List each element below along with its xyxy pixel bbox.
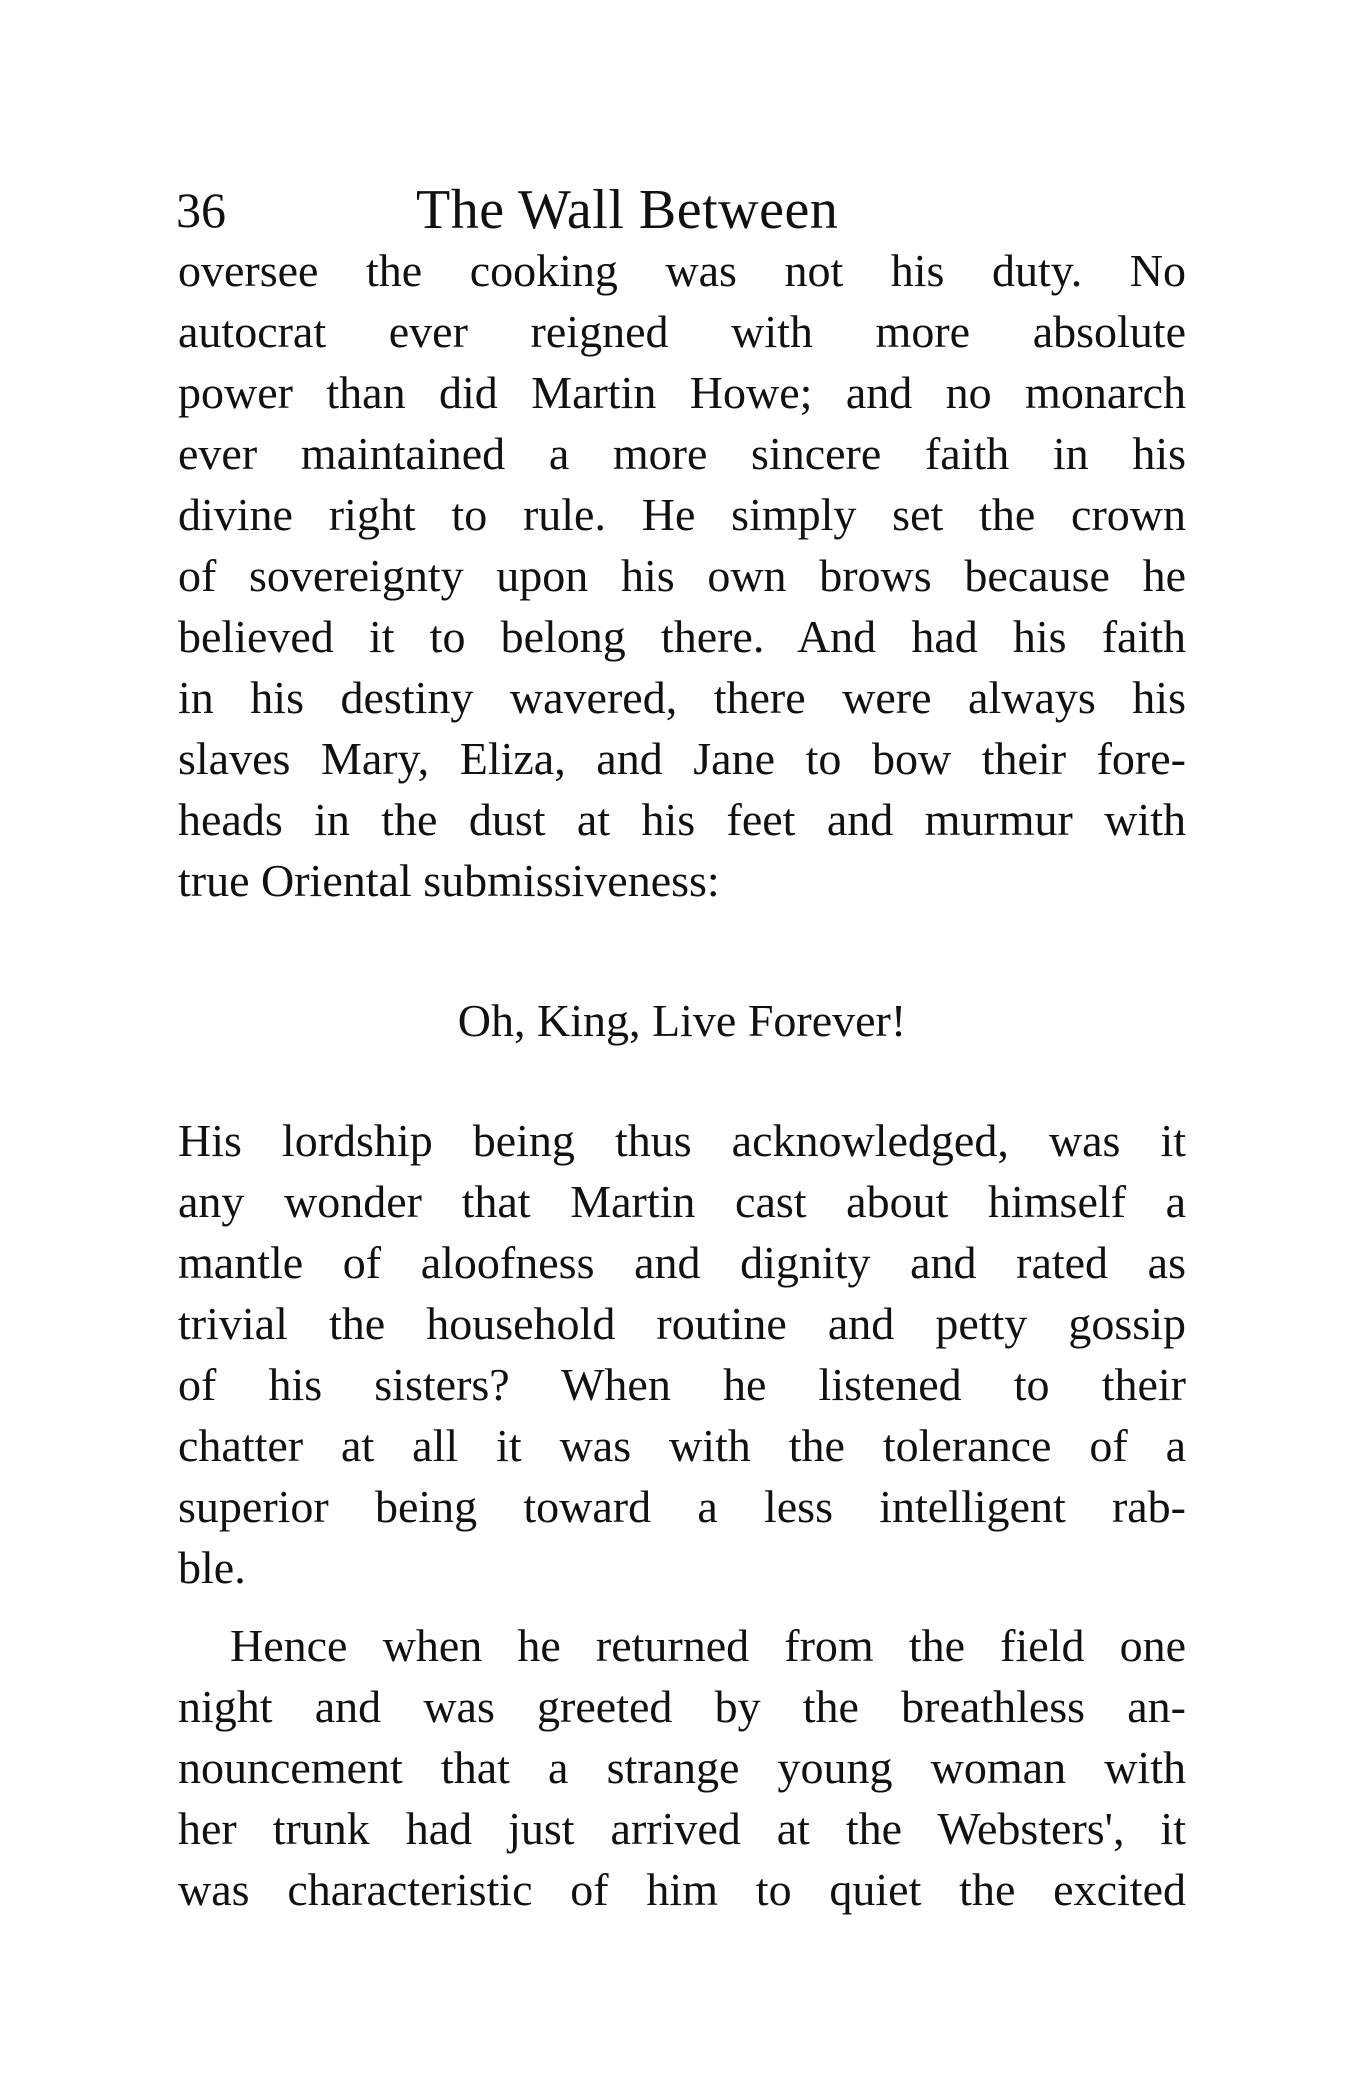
- text-line: of sovereignty upon his own brows because he: [178, 550, 1186, 601]
- text-line: true Oriental submissiveness:: [178, 855, 720, 906]
- text-line: chatter at all it was with the tolerance of a: [178, 1420, 1186, 1471]
- text-line: autocrat ever reigned with more absolute: [178, 306, 1186, 357]
- paragraph-3: [178, 1615, 1186, 1920]
- page-header: [176, 170, 1186, 250]
- text-line: Hence when he returned from the field one: [230, 1620, 1186, 1671]
- text-line: superior being toward a less intelligent rab-: [178, 1481, 1186, 1532]
- text-line: in his destiny wavered, there were always his: [178, 672, 1186, 723]
- text-line: power than did Martin Howe; and no monarch: [178, 367, 1186, 418]
- text-line: any wonder that Martin cast about himself a: [178, 1176, 1186, 1227]
- text-line: His lordship being thus acknowledged, was it: [178, 1115, 1186, 1166]
- text-line: her trunk had just arrived at the Websters', it: [178, 1803, 1186, 1854]
- quote-line: Oh, King, Live Forever!: [457, 995, 907, 1046]
- paragraph-1: [178, 240, 1186, 911]
- text-line: believed it to belong there. And had his faith: [178, 611, 1186, 662]
- paragraph-2: [178, 1110, 1186, 1598]
- text-line: divine right to rule. He simply set the crown: [178, 489, 1186, 540]
- text-line: ever maintained a more sincere faith in his: [178, 428, 1186, 479]
- text-line: was characteristic of him to quiet the excited: [178, 1864, 1186, 1915]
- running-title: The Wall Between: [416, 179, 839, 241]
- text-line: slaves Mary, Eliza, and Jane to bow their fore-: [178, 733, 1186, 784]
- text-line: mantle of aloofness and dignity and rated as: [178, 1237, 1186, 1288]
- text-line: trivial the household routine and petty gossip: [178, 1298, 1186, 1349]
- text-line: heads in the dust at his feet and murmur with: [178, 794, 1186, 845]
- page-number: 36: [176, 182, 226, 238]
- text-line: nouncement that a strange young woman with: [178, 1742, 1186, 1793]
- text-line: of his sisters? When he listened to their: [178, 1359, 1186, 1410]
- text-line: night and was greeted by the breathless an-: [178, 1681, 1186, 1732]
- text-line: ble.: [178, 1542, 246, 1593]
- text-line: oversee the cooking was not his duty. No: [178, 245, 1186, 296]
